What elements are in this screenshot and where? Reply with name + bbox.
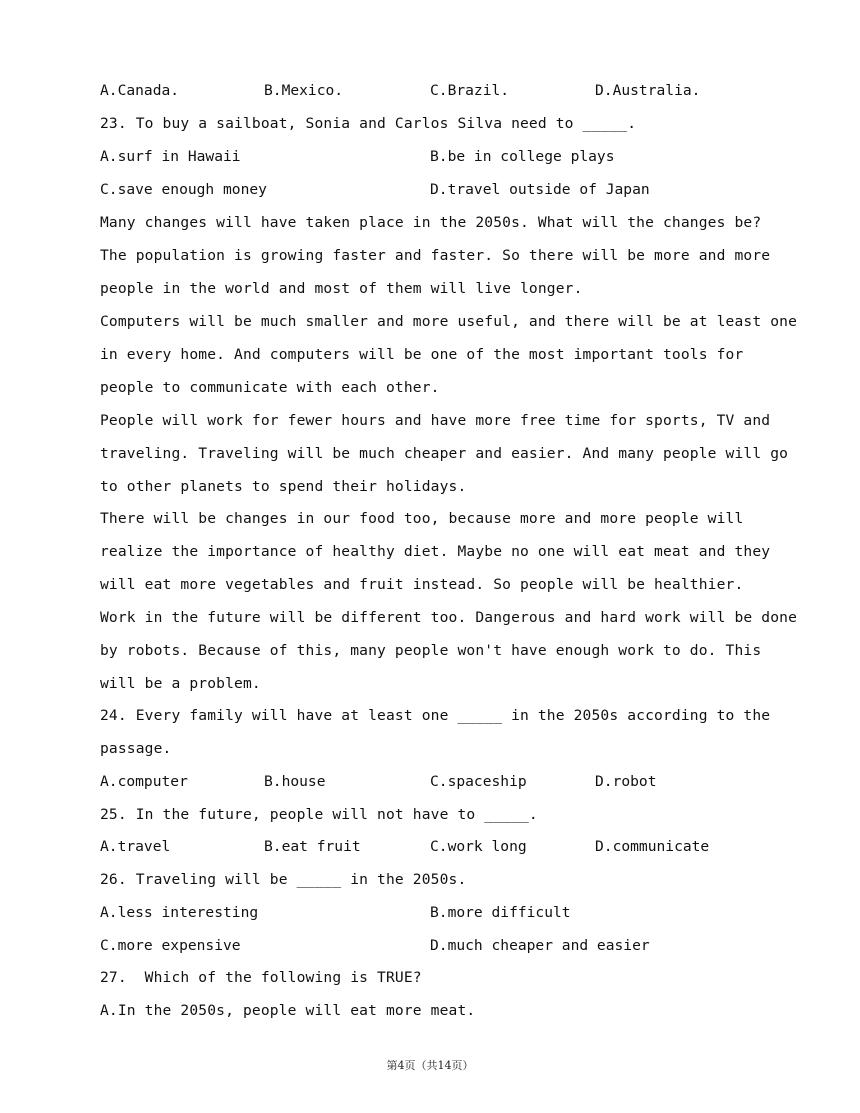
passage-line: realize the importance of healthy diet. Maybe no one will eat meat and they: [100, 543, 771, 560]
q23-option-c: C.save enough money: [100, 181, 267, 198]
q22-option-b: B.Mexico.: [264, 82, 344, 99]
q23-option-b: B.be in college plays: [430, 148, 615, 165]
q25-option-d: D.communicate: [595, 838, 710, 855]
q26-option-c: C.more expensive: [100, 937, 241, 954]
q25-option-b: B.eat fruit: [264, 838, 361, 855]
passage-line: will be a problem.: [100, 675, 261, 692]
q24-option-d: D.robot: [595, 773, 657, 790]
passage-line: Work in the future will be different too. Dangerous and hard work will be done: [100, 609, 798, 626]
page-footer: 第4页（共14页）: [386, 1059, 474, 1072]
q26-stem: 26. Traveling will be _____ in the 2050s.: [100, 871, 467, 888]
passage-line: There will be changes in our food too, because more and more people will: [100, 510, 744, 527]
q26-option-d: D.much cheaper and easier: [430, 937, 650, 954]
passage-line: to other planets to spend their holidays.: [100, 478, 467, 495]
q25-option-a: A.travel: [100, 838, 171, 855]
q24-option-b: B.house: [264, 773, 326, 790]
passage-line: People will work for fewer hours and have more free time for sports, TV and: [100, 412, 771, 429]
q25-option-c: C.work long: [430, 838, 527, 855]
passage-line: will eat more vegetables and fruit instead. So people will be healthier.: [100, 576, 744, 593]
q23-option-d: D.travel outside of Japan: [430, 181, 650, 198]
q24-stem: 24. Every family will have at least one _____ in the 2050s according to the: [100, 707, 771, 724]
passage-line: traveling. Traveling will be much cheaper and easier. And many people will go: [100, 445, 789, 462]
passage-line: Many changes will have taken place in the 2050s. What will the changes be?: [100, 214, 762, 231]
q23-option-a: A.surf in Hawaii: [100, 148, 241, 165]
q23-stem: 23. To buy a sailboat, Sonia and Carlos Silva need to _____.: [100, 115, 637, 132]
q27-option-a: A.In the 2050s, people will eat more meat.: [100, 1002, 476, 1019]
passage-line: The population is growing faster and faster. So there will be more and more: [100, 247, 771, 264]
passage-line: people to communicate with each other.: [100, 379, 440, 396]
passage-line: by robots. Because of this, many people won't have enough work to do. This: [100, 642, 762, 659]
q26-option-b: B.more difficult: [430, 904, 571, 921]
q24-stem-continued: passage.: [100, 740, 172, 757]
passage-line: Computers will be much smaller and more useful, and there will be at least one: [100, 313, 798, 330]
q22-option-d: D.Australia.: [595, 82, 701, 99]
q22-option-c: C.Brazil.: [430, 82, 510, 99]
passage-line: people in the world and most of them will live longer.: [100, 280, 583, 297]
q24-option-c: C.spaceship: [430, 773, 527, 790]
q27-stem: 27. Which of the following is TRUE?: [100, 969, 422, 986]
q25-stem: 25. In the future, people will not have to _____.: [100, 806, 538, 823]
passage-line: in every home. And computers will be one of the most important tools for: [100, 346, 744, 363]
q24-option-a: A.computer: [100, 773, 188, 790]
q22-option-a: A.Canada.: [100, 82, 180, 99]
q26-option-a: A.less interesting: [100, 904, 259, 921]
